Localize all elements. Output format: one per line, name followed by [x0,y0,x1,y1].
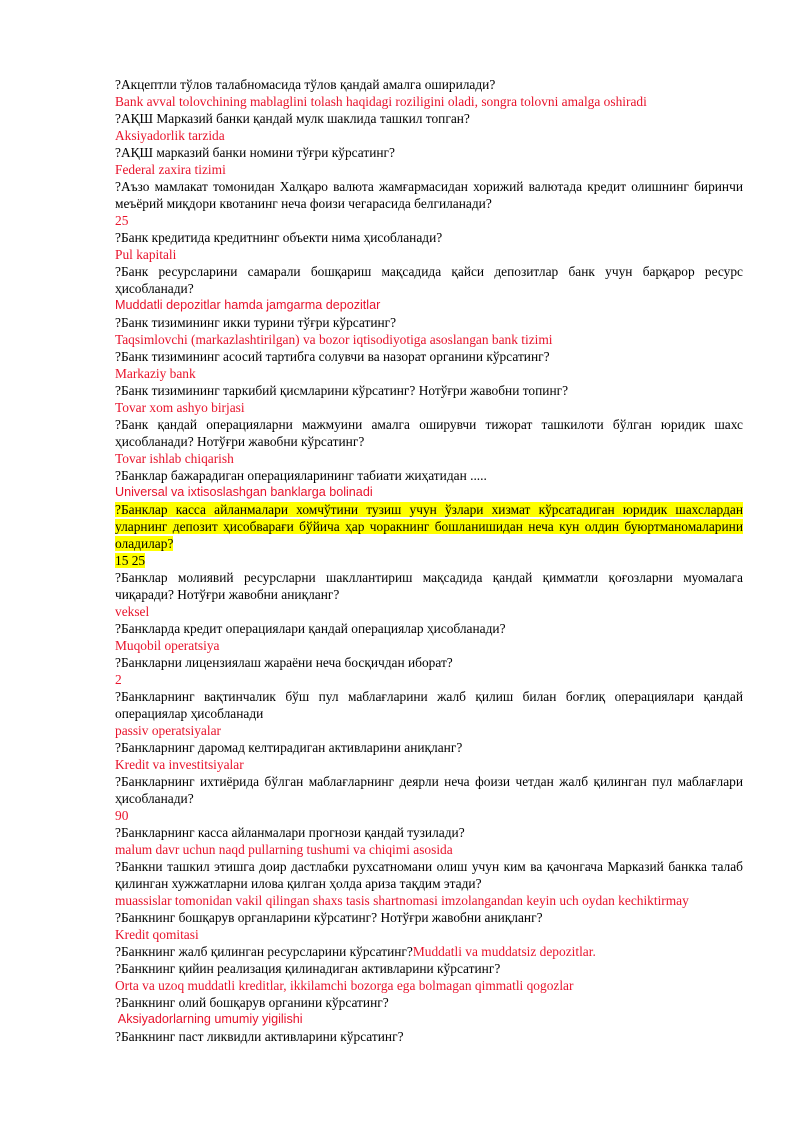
question: ?Банкнинг қийин реализация қилинадиган активларини кўрсатинг? [115,961,501,976]
answer: Orta va uzoq muddatli kreditlar, ikkilamchi bozorga ega bolmagan qimmatli qogozlar [115,978,574,993]
answer: Aksiyadorlik tarzida [115,128,225,143]
question: ?Банк қандай операцияларни мажмуини амалга оширувчи тижорат ташкилоти бўлган юридик шахс ҳисобланади? Нотўғри жавобни кўрсатинг? [115,417,743,449]
question: ?Банк кредитида кредитнинг объекти нима ҳисобланади? [115,230,443,245]
highlighted-answer-text: 15 25 [115,553,146,568]
question: ?Банкнинг олий бошқарув органини кўрсатинг? [115,995,389,1010]
question: ?Банкнинг бошқарув органларини кўрсатинг? Нотўғри жавобни аниқланг? [115,910,543,925]
answer: Markaziy bank [115,366,196,381]
inline-answer: Muddatli va muddatsiz depozitlar. [412,944,596,959]
question-with-inline-answer [115,943,743,960]
question: ?Банкни ташкил этишга доир дастлабки рухсатномани олиш учун ким ва қачонгача Марказий банкка талаб қилинган хужжатларни илова қилган ҳолда ариза тақдим этади? [115,859,743,891]
question: ?Банкнинг паст ликвидли активларини кўрсатинг? [115,1029,404,1044]
highlighted-question-text: ?Банклар касса айланмалари хомчўтини тузиш учун ўзлари хизмат кўрсатадиган юридик шахслардан уларнинг депозит ҳисобварағи бўйича ҳар чоракнинг бошланишидан неча кун олдин буюртманомаларини оладилар? [115,502,743,551]
question: ?Банклар молиявий ресурсларни шакллантириш мақсадида қандай қимматли қоғозларни муомалага чиқаради? Нотўғри жавобни аниқланг? [115,570,743,602]
question-text: ?Банкнинг жалб қилинган ресурсларини кўрсатинг? [115,944,413,959]
question: ?АҚШ Марказий банки қандай мулк шаклида ташкил топган? [115,111,470,126]
answer: Muqobil operatsiya [115,638,220,653]
question: ?Банк тизимининг таркибий қисмларини кўрсатинг? Нотўғри жавобни топинг? [115,383,569,398]
question: ?Банкларнинг ихтиёрида бўлган маблағларнинг деярли неча фоизи четдан жалб қилинган пул маблағлари ҳисобланади? [115,774,743,806]
answer: veksel [115,604,150,619]
question: ?Банкларда кредит операциялари қандай операциялар ҳисобланади? [115,621,506,636]
question-list [115,76,743,1045]
answer: Kredit qomitasi [115,927,199,942]
question: ?Акцептли тўлов талабномасида тўлов қандай амалга оширилади? [115,77,496,92]
answer: Tovar ishlab chiqarish [115,451,234,466]
answer: Pul kapitali [115,247,177,262]
answer: passiv operatsiyalar [115,723,221,738]
question: ?Банкларнинг даромад келтирадиган активларини аниқланг? [115,740,463,755]
answer: Federal zaxira tizimi [115,162,226,177]
answer: malum davr uchun naqd pullarning tushumi va chiqimi asosida [115,842,453,857]
answer: Tovar xom ashyo birjasi [115,400,245,415]
question: ?АҚШ марказий банки номини тўғри кўрсатинг? [115,145,395,160]
question: ?Банк ресурсларини самарали бошқариш мақсадида қайси депозитлар банк учун барқарор ресурс ҳисобланади? [115,264,743,296]
question: ?Банкларнинг касса айланмалари прогнози қандай тузилади? [115,825,465,840]
question: ?Банк тизимининг асосий тартибга солувчи ва назорат органини кўрсатинг? [115,349,550,364]
question: ?Банк тизимининг икки турини тўғри кўрсатинг? [115,315,397,330]
question: ?Банкларни лицензиялаш жараёни неча босқичдан иборат? [115,655,453,670]
question: ?Банклар бажарадиган операцияларининг табиати жиҳатидан ..... [115,468,487,483]
question: ?Аъзо мамлакат томонидан Халқаро валюта жамғармасидан хорижий валютада кредит олишнинг биринчи меъёрий миқдори квотанинг неча фоизи чегарасида белгиланади? [115,179,743,211]
highlighted-question [115,501,743,552]
highlighted-answer [115,552,743,569]
answer: Kredit va investitsiyalar [115,757,244,772]
answer: 25 [115,213,129,228]
answer: Aksiyadorlarning umumiy yigilishi [115,1012,303,1026]
answer: Universal va ixtisoslashgan banklarga bolinadi [115,485,373,499]
answer: muassislar tomonidan vakil qilingan shaxs tasis shartnomasi imzolangandan keyin uch oydan kechiktirmay [115,893,689,908]
answer: Muddatli depozitlar hamda jamgarma depozitlar [115,298,381,312]
answer: Taqsimlovchi (markazlashtirilgan) va bozor iqtisodiyotiga asoslangan bank tizimi [115,332,553,347]
answer: 2 [115,672,122,687]
answer: Bank avval tolovchining mablaglini tolash haqidagi roziligini oladi, songra tolovni amalga oshiradi [115,94,647,109]
question: ?Банкларнинг вақтинчалик бўш пул маблағларини жалб қилиш билан боғлиқ операциялари қандай операциялар ҳисобланади [115,689,743,721]
answer: 90 [115,808,129,823]
